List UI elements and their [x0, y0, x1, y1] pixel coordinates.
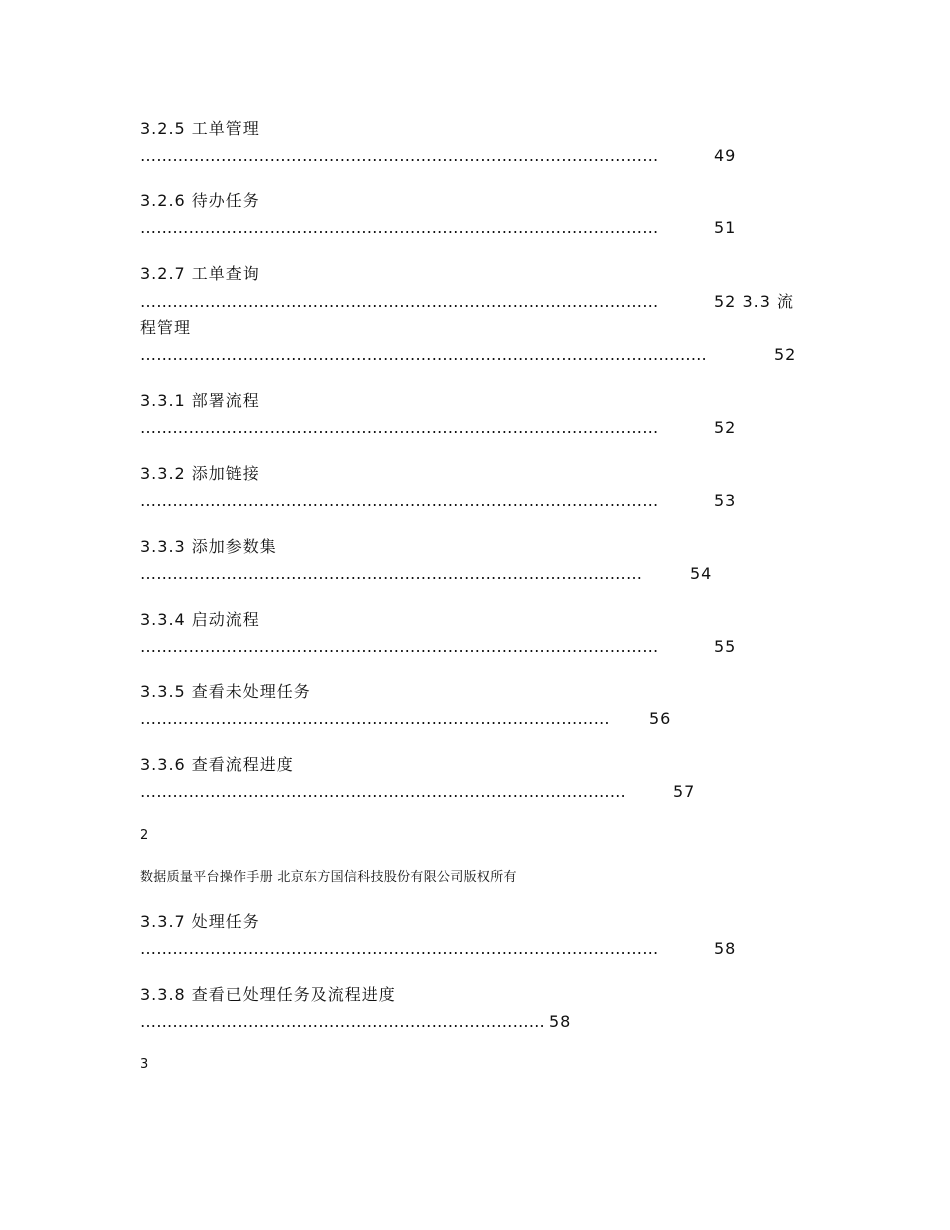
toc-leader: …………………………………………………………………………………… [140, 491, 659, 510]
toc-page-number: 53 [714, 491, 737, 510]
toc-title: 3.3.6 查看流程进度 [140, 755, 294, 774]
toc-leader: …………………………………………………………………………………… [140, 939, 659, 958]
toc-page-number: 58 [714, 939, 737, 958]
toc-leader: …………………………………………………………………………………… [140, 218, 659, 237]
toc-leader: …………………………………………………………………………………… [140, 637, 659, 656]
toc-title: 3.2.5 工单管理 [140, 119, 260, 138]
toc-page-number: 58 [549, 1012, 572, 1031]
toc-page-number: 57 [673, 782, 696, 801]
running-header: 数据质量平台操作手册 北京东方国信科技股份有限公司版权所有 [140, 870, 517, 885]
toc-leader: …………………………………………………………………………………… [140, 292, 659, 311]
toc-page-number: 52 3.3 流 [714, 292, 794, 311]
toc-title: 3.3.2 添加链接 [140, 464, 260, 483]
toc-title: 3.3.5 查看未处理任务 [140, 682, 311, 701]
toc-title: 3.3.3 添加参数集 [140, 537, 277, 556]
toc-page-number: 56 [649, 709, 672, 728]
toc-title: 3.3.7 处理任务 [140, 912, 260, 931]
toc-leader: ………………………………………………………………… [140, 1012, 545, 1031]
toc-page-number: 55 [714, 637, 737, 656]
page-number: 3 [140, 1057, 149, 1072]
toc-page-number: 51 [714, 218, 737, 237]
toc-page-number: 49 [714, 146, 737, 165]
toc-title: 3.2.7 工单查询 [140, 264, 260, 283]
toc-leader: …………………………………………………………………………………………… [140, 345, 707, 364]
toc-title: 程管理 [140, 318, 192, 337]
toc-title: 3.3.1 部署流程 [140, 391, 260, 410]
toc-title: 3.3.4 启动流程 [140, 610, 260, 629]
toc-leader: …………………………………………………………………………… [140, 709, 610, 728]
toc-title: 3.3.8 查看已处理任务及流程进度 [140, 985, 396, 1004]
toc-title: 3.2.6 待办任务 [140, 191, 260, 210]
page-number: 2 [140, 828, 149, 843]
toc-page-number: 54 [690, 564, 713, 583]
toc-leader: …………………………………………………………………………………… [140, 418, 659, 437]
toc-leader: ………………………………………………………………………………… [140, 564, 643, 583]
toc-page-number: 52 [714, 418, 737, 437]
toc-leader: ……………………………………………………………………………… [140, 782, 626, 801]
toc-leader: …………………………………………………………………………………… [140, 146, 659, 165]
toc-page-number: 52 [774, 345, 797, 364]
